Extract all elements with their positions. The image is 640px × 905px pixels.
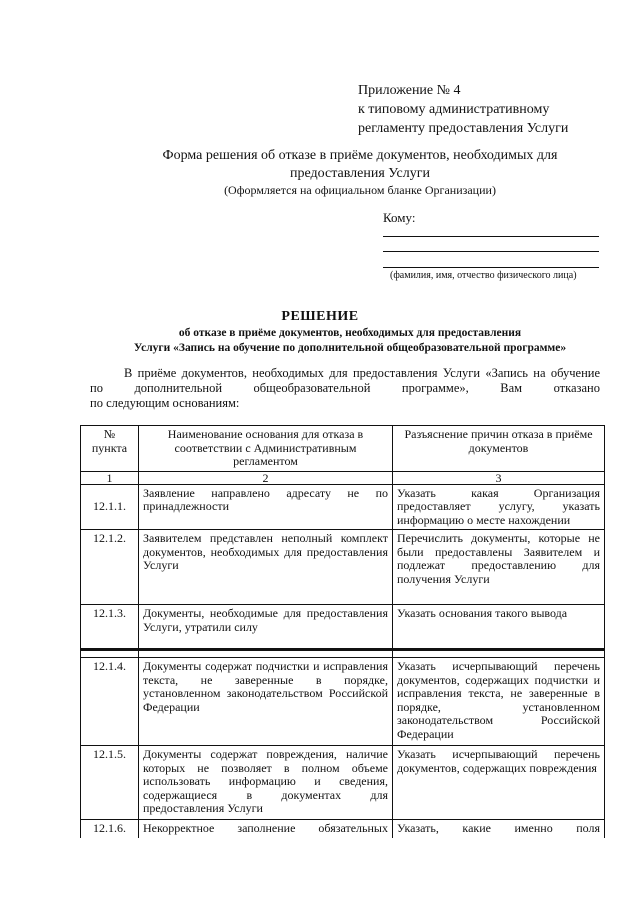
item-number: 12.1.2.	[81, 530, 139, 605]
decision-subtitle-line-1: об отказе в приёме документов, необходимых для предоставления	[178, 327, 522, 339]
recipient-line-2	[383, 251, 599, 252]
recipient-line-1	[383, 236, 599, 237]
explanation-cell: Указать исчерпывающий перечень документов, содержащих повреждения	[393, 746, 605, 820]
decision-title: РЕШЕНИЕ	[281, 309, 359, 324]
paragraph-line-2: по дополнительной общеобразовательной программе», Вам отказано	[90, 381, 600, 395]
header-item-number: № пункта	[81, 426, 139, 472]
reason-cell: Документы содержат подчистки и исправления текста, не заверенные в порядке, установленном законодательством Российской Федерации	[139, 658, 393, 746]
column-number-row	[81, 471, 605, 484]
appendix-block	[358, 81, 568, 138]
gap-cell	[139, 650, 393, 658]
appendix-line-3: регламенту предоставления Услуги	[358, 121, 569, 136]
gap-cell	[393, 650, 605, 658]
form-title	[80, 147, 640, 183]
explanation-cell: Перечислить документы, которые не были предоставлены Заявителем и подлежат предоставлению для получения Услуги	[393, 530, 605, 605]
explanation-cell: Указать основания такого вывода	[393, 605, 605, 650]
paragraph-line-1: В приёме документов, необходимых для предоставления Услуги «Запись на обучение	[124, 366, 600, 380]
reason-cell: Заявителем представлен неполный комплект документов, необходимых для предоставления Услуги	[139, 530, 393, 605]
gap-cell	[81, 650, 139, 658]
table-row	[81, 658, 605, 746]
header-explanation: Разъяснение причин отказа в приёме документов	[393, 426, 605, 472]
refusal-paragraph	[90, 366, 600, 411]
reason-cell: Документы содержат повреждения, наличие которых не позволяет в полном объеме использовать информацию и сведения, содержащиеся в документах для предоставления Услуги	[139, 746, 393, 820]
appendix-line-2: к типовому административному	[358, 102, 550, 117]
refusal-grounds-table	[80, 425, 605, 838]
decision-subtitle	[60, 326, 640, 356]
decision-subtitle-line-2: Услуги «Запись на обучение по дополнительной общеобразовательной программе»	[133, 342, 567, 354]
table-header-row	[81, 426, 605, 472]
column-number: 2	[139, 471, 393, 484]
appendix-line-1: Приложение № 4	[358, 83, 461, 98]
header-reason: Наименование основания для отказа в соответствии с Административным регламентом	[139, 426, 393, 472]
reason-cell: Документы, необходимые для предоставления Услуги, утратили силу	[139, 605, 393, 650]
explanation-cell: Указать исчерпывающий перечень документов, содержащих подчистки и исправления текста, не заверенные в порядке, установленном законодательством Российской Федерации	[393, 658, 605, 746]
explanation-cell: Указать, какие именно поля	[393, 820, 605, 838]
table-row	[81, 484, 605, 530]
form-title-line-1: Форма решения об отказе в приёме документов, необходимых для	[162, 148, 558, 163]
table-row	[81, 605, 605, 650]
table-row	[81, 820, 605, 838]
reason-cell: Некорректное заполнение обязательных	[139, 820, 393, 838]
form-title-line-2: предоставления Услуги	[290, 166, 430, 181]
explanation-cell: Указать какая Организация предоставляет услугу, указать информацию о месте нахождении	[393, 484, 605, 530]
column-number: 3	[393, 471, 605, 484]
paragraph-line-3: по следующим основаниям:	[90, 396, 240, 410]
recipient-line-3	[383, 267, 599, 268]
item-number: 12.1.1.	[81, 484, 139, 530]
item-number: 12.1.6.	[81, 820, 139, 838]
item-number: 12.1.3.	[81, 605, 139, 650]
table-row	[81, 746, 605, 820]
column-number: 1	[81, 471, 139, 484]
form-subtitle: (Оформляется на официальном бланке Организации)	[224, 183, 496, 197]
item-number: 12.1.4.	[81, 658, 139, 746]
reason-cell: Заявление направлено адресату не по принадлежности	[139, 484, 393, 530]
table-gap-row	[81, 650, 605, 658]
table-row	[81, 530, 605, 605]
recipient-label: Кому:	[383, 210, 416, 225]
recipient-caption: (фамилия, имя, отчество физического лица)	[390, 270, 577, 281]
item-number: 12.1.5.	[81, 746, 139, 820]
